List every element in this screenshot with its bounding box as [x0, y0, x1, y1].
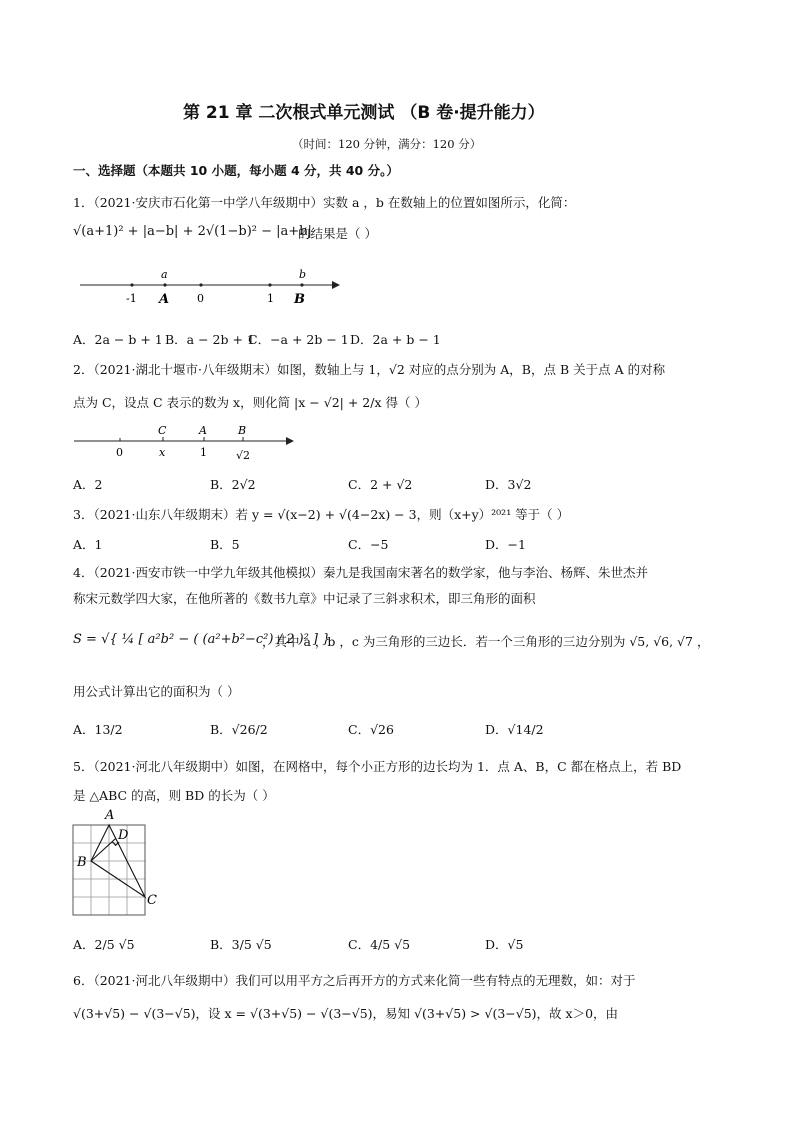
q2-option-b: B．2√2 [210, 477, 256, 492]
q5-option-c: C．4/5 √5 [348, 937, 411, 952]
q1-option-c: C．−a + 2b − 1 [248, 332, 349, 347]
q3-option-d: D．−1 [485, 537, 526, 552]
q5-grid-figure [72, 808, 172, 920]
q1-intro: 1．（2021·安庆市石化第一中学八年级期中）实数 a ，b 在数轴上的位置如图所示，化简： [73, 195, 576, 210]
q3-option-c: C．−5 [348, 537, 389, 552]
q2-label-a: A [199, 424, 207, 437]
q2-option-d: D．3√2 [485, 477, 532, 492]
q5-option-d: D．√5 [485, 937, 524, 952]
q2-line1: 2．（2021·湖北十堰市·八年级期末）如图，数轴上与 1，√2 对应的点分别为 A，B，点 B 关于点 A 的对称 [73, 362, 666, 377]
q4-line3: 用公式计算出它的面积为（ ） [73, 684, 240, 699]
q6-line1: 6．（2021·河北八年级期中）我们可以用平方之后再开方的方式来化简一些有特点的无理数，如：对于 [73, 973, 636, 988]
q1-label-a-small: a [161, 268, 168, 281]
q1-number-line [78, 266, 338, 306]
q2-label-b: B [238, 424, 247, 437]
q4-option-a: A．13/2 [73, 722, 123, 737]
q2-tick-0: 0 [116, 446, 123, 459]
q5-option-b: B．3/5 √5 [210, 937, 272, 952]
q1-label-b-small: b [299, 268, 307, 281]
q5-label-a: A [105, 808, 115, 823]
q5-label-c: C [147, 893, 157, 908]
q2-number-line [74, 422, 304, 466]
q2-option-a: A．2 [73, 477, 103, 492]
q6-line2: √(3+√5) − √(3−√5)，设 x = √(3+√5) − √(3−√5)，易知 √(3+√5) > √(3−√5)，故 x＞0，由 [73, 1006, 619, 1021]
q5-line2: 是 △ABC 的高，则 BD 的长为（ ） [73, 788, 275, 803]
q1-label-a: A [159, 292, 170, 307]
q2-tick-1: 1 [200, 446, 207, 459]
q1-option-b: B．a − 2b + 1 [165, 332, 255, 347]
q4-line2: 称宋元数学四大家，在他所著的《数书九章》中记录了三斜求积术，即三角形的面积 [73, 591, 536, 606]
q1-tick-1: 1 [267, 292, 274, 305]
section-heading: 一、选择题（本题共 10 小题，每小题 4 分，共 40 分。） [73, 163, 399, 178]
q2-line2: 点为 C，设点 C 表示的数为 x，则化简 |x − √2| + 2/x 得（ ） [73, 395, 427, 410]
q3-option-a: A．1 [73, 537, 103, 552]
q4-formula: S = √{ ¼ [ a²b² − ( (a²+b²−c²) / 2 )² ] } [73, 632, 331, 647]
q5-label-b: B [77, 855, 87, 870]
q2-tick-x: x [159, 446, 166, 459]
q4-option-d: D．√14/2 [485, 722, 544, 737]
q5-line1: 5．（2021·河北八年级期中）如图，在网格中，每个小正方形的边长均为 1．点 A、B，C 都在格点上，若 BD [73, 759, 682, 774]
q4-line1: 4．（2021·西安市铁一中学九年级其他模拟）秦九是我国南宋著名的数学家，他与李治、杨辉、朱世杰并 [73, 565, 648, 580]
q1-expression-tail: 的结果是（ ） [298, 226, 377, 241]
q2-option-c: C．2 + √2 [348, 477, 413, 492]
q1-tick-0: 0 [197, 292, 204, 305]
q4-option-b: B．√26/2 [210, 722, 268, 737]
q5-label-d: D [118, 828, 129, 843]
q1-label-b: B [294, 292, 305, 307]
page-subtitle: （时间：120 分钟，满分：120 分） [292, 137, 482, 151]
q3-option-b: B．5 [210, 537, 240, 552]
q4-option-c: C．√26 [348, 722, 394, 737]
q1-option-a: A．2a − b + 1 [73, 332, 163, 347]
q3-line1: 3．（2021·山东八年级期末）若 y = √(x−2) + √(4−2x) − 3，则（x+y）²⁰²¹ 等于（ ） [73, 507, 570, 522]
page-title: 第 21 章 二次根式单元测试 （B 卷·提升能力） [183, 103, 545, 123]
q5-option-a: A．2/5 √5 [73, 937, 135, 952]
q2-label-c: C [158, 424, 167, 437]
q4-formula-tail: ，其中 a ，b ，c 为三角形的三边长．若一个三角形的三边分别为 √5, √6, √7 ， [262, 634, 710, 649]
q1-tick-neg1: -1 [126, 292, 137, 305]
q1-expression: √(a+1)² + |a−b| + 2√(1−b)² − |a+b| [73, 224, 312, 239]
q1-option-d: D．2a + b − 1 [350, 332, 441, 347]
q2-tick-sqrt2: √2 [236, 449, 251, 462]
